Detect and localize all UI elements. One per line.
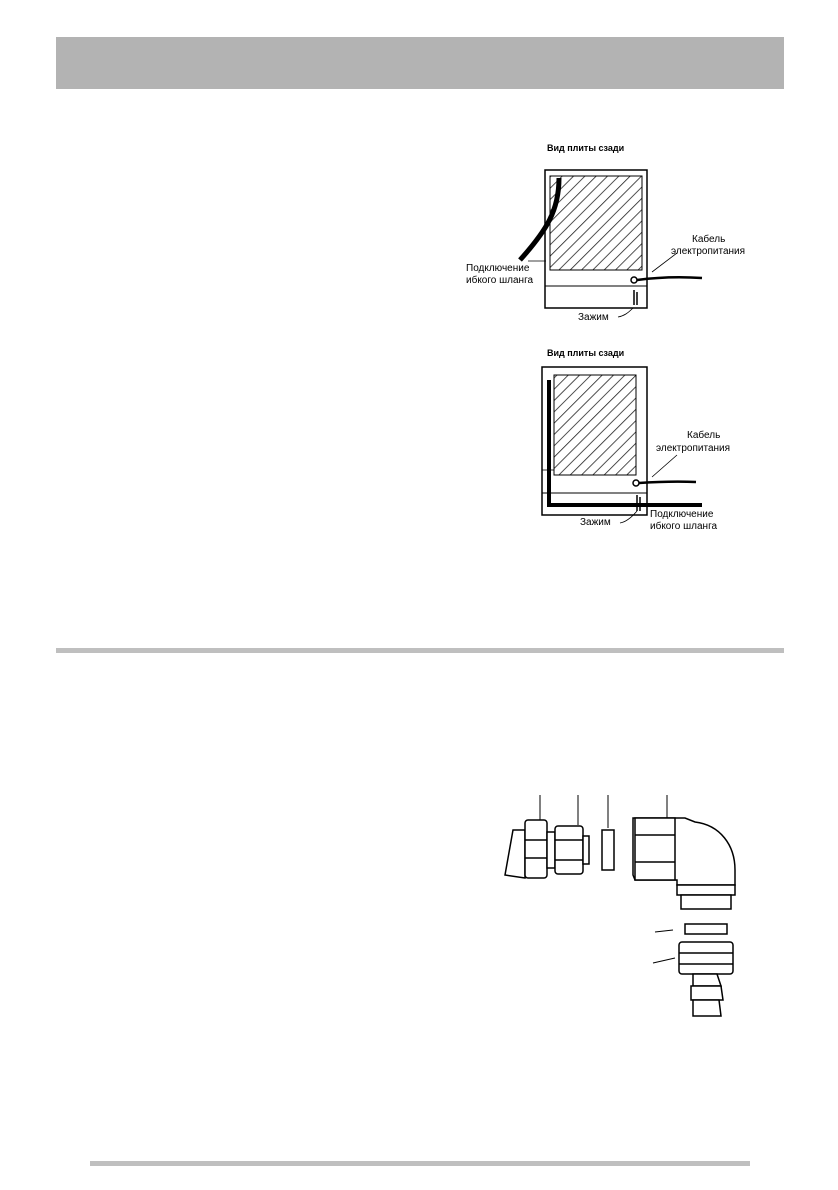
section-header-bar: [56, 37, 784, 89]
figure-title: Вид плиты сзади: [547, 348, 625, 358]
label-cable-line2: электропитания: [656, 443, 731, 454]
hose-barb-fitting: [679, 942, 733, 1016]
label-clamp: Зажим: [578, 312, 609, 323]
page-footer-bar: [90, 1161, 750, 1166]
elbow-fitting: [633, 818, 735, 909]
rear-panel-hatched: [550, 176, 642, 270]
power-cable: [639, 482, 696, 483]
figure-title: Вид плиты сзади: [547, 143, 625, 153]
label-clamp: Зажим: [580, 517, 611, 528]
gasket-ring: [602, 830, 614, 870]
gas-fitting-assembly-figure: [495, 790, 755, 1035]
stove-rear-view-diagram: [462, 345, 752, 540]
label-cable-line1: Кабель: [692, 234, 726, 245]
label-hose-line2: ибкого шланга: [650, 521, 718, 532]
rear-panel-hatched: [554, 375, 636, 475]
stove-rear-view-diagram: [462, 140, 752, 340]
label-hose-line2: ибкого шланга: [466, 275, 534, 286]
nipple-fitting: [547, 826, 589, 874]
stove-rear-view-figure-bottom-connection: [462, 345, 752, 540]
lower-gasket: [685, 924, 727, 934]
label-cable-line2: электропитания: [671, 246, 746, 257]
stove-rear-view-figure-hose-side: [462, 140, 752, 340]
label-hose-line1: Подключение: [466, 263, 530, 274]
label-hose-line1: Подключение: [650, 509, 714, 520]
section-divider: [56, 648, 784, 653]
flex-hose-end: [505, 820, 547, 878]
fitting-exploded-diagram: [495, 790, 755, 1035]
label-cable-line1: Кабель: [687, 430, 721, 441]
